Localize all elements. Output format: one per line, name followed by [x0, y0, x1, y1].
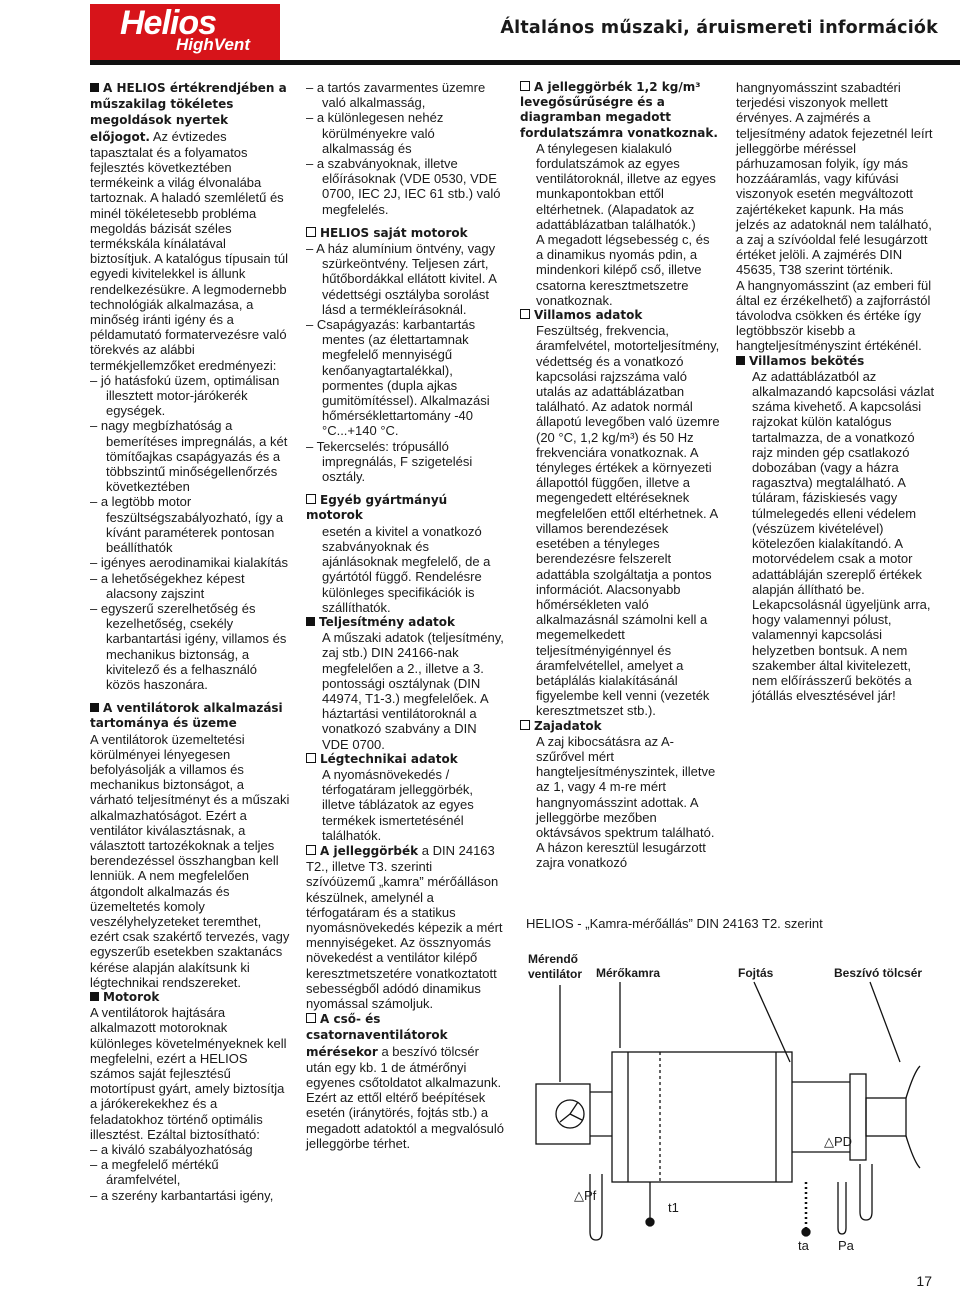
bullet-square-icon [90, 992, 99, 1001]
list-item: – a kiváló szabályozhatóság [90, 1142, 253, 1158]
throttle-ring [850, 1074, 866, 1160]
list-item: – a lehetőségekhez képest alacsony zajszint [90, 570, 245, 601]
list-item: – a legtöbb motor feszültségszabályozható, így a kívánt paraméterek pontosan beállíthatók [90, 494, 284, 556]
barometer-pa [838, 1182, 846, 1234]
bullet-square-outline-icon [520, 81, 530, 91]
list-item: – A ház alumínium öntvény, vagy szürkeöntvény. Teljesen zárt, hűtőbordákkal ellátott kivitel. A védettségi osztályba sorolást lásd a termékleírásoknál. [306, 241, 497, 317]
curves-paragraph: A jelleggörbék a DIN 24163 T2., illetve T3. szerinti szívóüzemű „kamra” mérőálláson készülnek, amelynél a térfogatáram és a statikus nyomásnövekedés képezik a mért mennyiségeket. Az össznyomás növekedést a ventilátor kilépő keresztmetszetére vonatkoztatott sebességből adódó dinamikus nyomással számoljuk. [306, 842, 503, 1011]
sound-pressure-paragraph: A hangnyomásszint (az emberi fül által ez érzékelhető) a zajforrástól távolodva csökken és értéke így legtöbbször kisebb a hangteljesítményszint értékénél. [736, 277, 932, 354]
list-item: – nagy megbízhatóság a bemerítéses impregnálás, a két tömítőajkas csapágyazás és a többszintű minőségellenőrzés következtében [90, 418, 288, 495]
leader-nozzle [870, 982, 900, 1062]
intro-heading: A HELIOS értékrendjében a műszakilag tökéletes megoldások nyertek előjogot. [90, 81, 287, 144]
curves-density-heading: A jelleggörbék 1,2 kg/m³ levegősűrűségre és a diagramban megadott fordulatszámra vonatkoznak. [520, 80, 718, 140]
list-item: – Tekercselés: trópusálló impregnálás, F szigetelési osztály. [306, 438, 473, 485]
label-dpd: △PD [824, 1134, 853, 1149]
noise-body: A zaj kibocsátásra az A-szűrővel mért hangteljesítményszintek, illetve az 1, vagy 4 m-re mért hangnyomásszint adottak. A jelleggörbe mezőben oktávsávos spektrum található. A házon keresztül lesugárzott zajra vonatkozó [536, 733, 716, 871]
nozzle-tube [866, 1098, 906, 1136]
fan-housing [536, 1084, 590, 1144]
label-pa: Pa [838, 1238, 854, 1253]
list-item: – a szerény karbantartási igény, [90, 1187, 274, 1203]
motors-body: A ventilátorok hajtására alkalmazott motoroknak különleges követelményeknek kell megfelelni, ezért a HELIOS számos saját fejlesztésű motortípust gyárt, amely biztosítja a járókerekekhez és a feladatokhoz történő optimális illesztést. Ezáltal biztosítható: [90, 1005, 287, 1142]
logo-wordmark: Helios [120, 4, 217, 42]
performance-body: A műszaki adatok (teljesítmény, zaj stb.) DIN 24166-nak megfelelően a 2., illetve a 3. pontossági osztálynak (DIN 44974, T1-3.) megfelelőek. A háztartási ventilátoroknál a vonatkozó szabvány a DIN VDE 0700. [322, 630, 504, 752]
own-motors-list [306, 241, 504, 484]
section-heading-performance: Teljesítmény adatok [306, 615, 504, 630]
label-fan: Mérendő ventilátor [528, 952, 583, 981]
air-data-body: A nyomásnövekedés / térfogatáram jelleggörbék, illetve táblázatok az egyes termékek ismertetésénél találhatók. [322, 766, 474, 843]
label-t1: t1 [668, 1200, 679, 1215]
duct-fans-paragraph: A cső- és csatornaventilátorok mérésekor a beszívó tölcsér után egy kb. 1 de átmérőnyi egyenes csőtoldatot alkalmazunk. Ezért az ettől eltérő beépítések esetén (iránytörés, fojtás stb.) a megadott adatoktól a megvalósuló jelleggörbe térhet. [306, 1012, 505, 1151]
section-heading-other-motors: Egyéb gyártmányú motorok [306, 493, 448, 523]
list-item: – igényes aerodinamikai kialakítás [90, 555, 288, 571]
bullet-square-outline-icon [306, 494, 316, 504]
list-item: – Csapágyazás: karbantartás mentes (az élettartamnak megfelelő mennyiségű kenőanyagtartalékkal), pormentes (dupla ajkas gumitömítéssel). Alkalmazási hőmérséklettartomány -40 °C...+140 °C. [306, 317, 490, 439]
bullet-square-icon [90, 83, 99, 92]
requirement-list [306, 80, 504, 217]
column-4 [736, 80, 936, 703]
page-header [0, 0, 960, 66]
manometer-pd [860, 1164, 872, 1220]
electrical-body: Feszültség, frekvencia, áramfelvétel, motorteljesítmény, védettség és a vonatkozó kapcsolási rajzszáma való utalás az adattáblázatban található. Az adatok normál állapotú levegőben való üzemre (20 °C, 1,2 kg/m³) és 50 Hz frekvenciára vonatkoznak. A tényleges értékek a környezeti állapottól függően, illetve a megengedett eltéréseknek megfelelően ettől eltérhetnek. A villamos berendezések esetében a tényleges berendezésre felszerelt adattábla szolgáltatja a pontos információt. Alacsonyabb hőmérsékleten való alkalmazásnál számolni kell a megemelkedett teljesítményigénnyel és áramfelvétellel, amelyet a betáplálás kialakításánál figyelembe kell venni (vezeték keresztmetszet stb.). [536, 323, 720, 719]
intro-body: Az évtizedes tapasztalat és a folyamatos fejlesztés következtében termékeink a világ élvonalába tartoznak. A haladó szemléletű és minél tökéletesebb probléma megoldás bázisát széles termékskála kínálatával biztosítjuk. A katalógus típusain túl egyedi kivitelekkel is állunk rendelkezésükre. A legmodernebb technológiák alkalmazása, a minőség iránti igény és a példamutató formatervezésre való törekvés az alábbi termékjellemzőket eredményezi: [90, 128, 289, 373]
column-1 [90, 80, 290, 1203]
list-item: – a tartós zavarmentes üzemre való alkalmasság, [306, 80, 486, 111]
section-heading-connection: Villamos bekötés [736, 354, 936, 369]
bullet-square-outline-icon [520, 720, 530, 730]
bullet-square-outline-icon [306, 1013, 316, 1023]
curves-density-body: A ténylegesen kialakuló fordulatszámok az egyes ventilátoroknál, illetve az egyes munkapontokban ettől eltérhetnek. (Alapadatok az adattáblázatban találhatók.) [536, 140, 716, 232]
list-item: – egyszerű szerelhetőség és kezelhetőség, csekély karbantartási igény, villamos és mechanikus biztonság, a kivitelező és a felhasználó közös haszonára. [90, 600, 287, 692]
list-item: – a szabványoknak, illetve előírásoknak (VDE 0530, VDE 0700, IEC 2J, IEC 61 stb.) való megfelelés. [306, 156, 501, 217]
section-heading-electrical: Villamos adatok [520, 308, 720, 323]
connection-body: Az adattáblázatból az alkalmazandó kapcsolási vázlat száma kivehető. A kapcsolási rajzokat külön katalógus tartalmazza, de a vonatkozó rajz minden gép csatlakozó dobozában (vagy a házra ragasztva) megtalálható. A túláram, fáziskiesés vagy túlmelegedés elleni védelem (vészüzem kivételével) kötelezően kialakítandó. A motorvédelem csak a motor adattábláján szereplő értékek alapján állítható be. Lekapcsolásnál ügyeljünk arra, hogy valamennyi pólust, valamennyi kapcsolási helyzetben bontsuk. A nem szakember által kivitelezett, nem előírásszerű bekötés a jótállás elvesztésével jár! [752, 368, 935, 704]
list-item: – a különlegesen nehéz körülményekre való alkalmasság és [306, 110, 444, 156]
column-3 [520, 80, 720, 871]
label-dpf: △Pf [574, 1188, 597, 1203]
feature-list [90, 373, 290, 692]
section-heading-noise: Zajadatok [520, 719, 720, 734]
curves-velocity-body: A megadott légsebesség c, és a dinamikus nyomás pdin, a mindenkori kilépő cső, illetve csatorna keresztmetszetre vonatkoznak. [536, 232, 710, 308]
page-number: 17 [916, 1273, 932, 1289]
label-chamber: Mérőkamra [596, 966, 661, 980]
nozzle-bell [906, 1066, 920, 1168]
section-heading-application: A ventilátorok alkalmazási tartománya és üzeme [90, 701, 283, 731]
column-2 [306, 80, 504, 1151]
fan-blades [560, 1102, 582, 1122]
list-item: – jó hatásfokú üzem, optimálisan illesztett motor-járókerék egységek. [90, 372, 280, 419]
leader-throttle [754, 982, 790, 1062]
diagram-drawing [520, 912, 940, 1292]
application-body: A ventilátorok üzemeltetési körülményei lényegesen befolyásolják a villamos és mechanikus biztonságot, a várható teljesítményt és a műszaki alkalmazhatóságot. Ezért a ventilátor kiválasztásnak, a választott tartozékoknak a teljes berendezéssel összhangban kell lenniük. A nem megfelelően átgondolt alkalmazás és üzemeltetés komoly veszélyhelyzeteket teremthet, ezért csak szakértő tervezés, vagy egyszerűb esetekben szaktanács kérése alapján alakítsunk ki légtechnikai rendszereket. [90, 731, 290, 990]
section-heading-own-motors: HELIOS saját motorok [306, 226, 504, 241]
other-motors-body: esetén a kivitel a vonatkozó szabványoknak és ajánlásoknak megfelelő, de a gyártótól függő. Rendelésre különleges specifikációk is szállíthatók. [322, 523, 491, 615]
bullet-square-outline-icon [520, 309, 530, 319]
list-item: – a megfelelő mértékű áramfelvétel, [90, 1157, 219, 1188]
label-nozzle: Beszívó tölcsér [834, 966, 923, 980]
manometer-pf [590, 1174, 602, 1240]
section-heading-air-data: Légtechnikai adatok [306, 752, 504, 767]
noise-continuation: hangnyomásszint szabadtéri terjedési viszonyok mellett érvényes. A zajmérés a teljesítmény adatok fejezetnél leírt jelleggörbe méréssel párhuzamosan folyik, így más hozzááramlás, vagy kifúvási viszonyok esetén megváltozott zajértékeket kapunk. Ha más jelzés az adatoknál nem található, a zaj a szívóoldal felé lesugárzott értéket jelöli. A zajmérés DIN 45635, T38 szerint történik. [736, 80, 933, 278]
label-throttle: Fojtás [738, 966, 774, 980]
helios-logo [90, 4, 280, 60]
logo-subbrand: HighVent [176, 35, 250, 54]
bullet-square-icon [306, 617, 315, 626]
bullet-square-outline-icon [306, 845, 316, 855]
intro-paragraph [90, 80, 290, 373]
page-title: Általános műszaki, áruismereti információk [500, 18, 938, 38]
bullet-square-icon [736, 356, 745, 365]
chamber-body [612, 1052, 792, 1182]
diagram-caption: HELIOS - „Kamra-mérőállás” DIN 24163 T2. szerint [526, 916, 823, 931]
section-heading-motors: Motorok [90, 990, 290, 1005]
bullet-square-outline-icon [306, 227, 316, 237]
label-ta: ta [798, 1238, 809, 1253]
bullet-square-icon [90, 703, 99, 712]
chamber-test-diagram [520, 912, 940, 1292]
header-rule [90, 60, 960, 65]
bullet-square-outline-icon [306, 753, 316, 763]
